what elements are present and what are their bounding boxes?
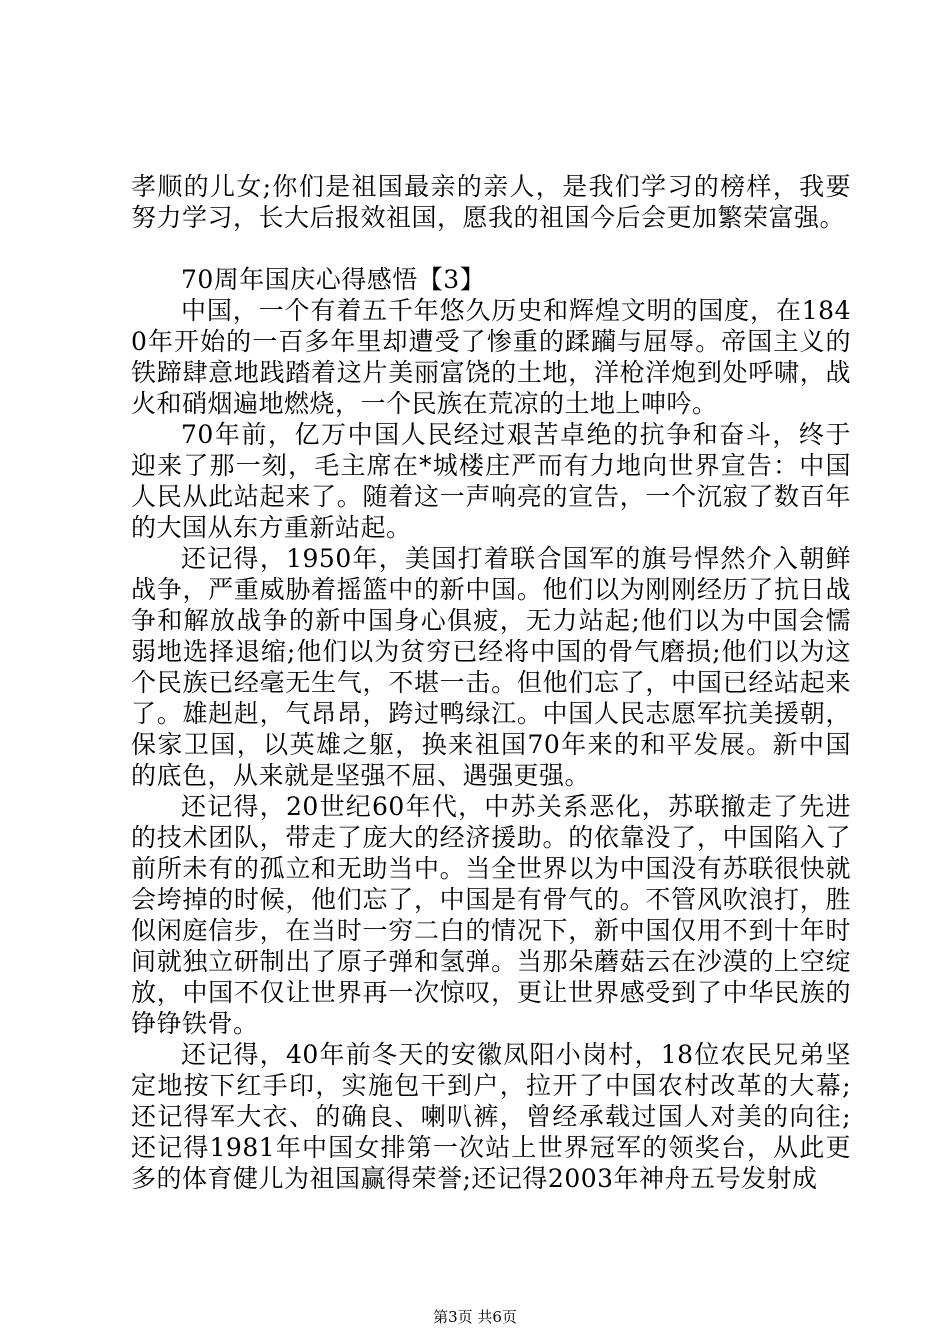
body-paragraph-2: 70年前，亿万中国人民经过艰苦卓绝的抗争和奋斗，终于迎来了那一刻，毛主席在*城楼庄严而有力地向世界宣告：中国人民从此站起来了。随着这一声响亮的宣告，一个沉寂了数百年的大国从东方重新站起。 bbox=[131, 420, 851, 542]
page-footer bbox=[0, 1307, 950, 1327]
paragraph-gap bbox=[131, 233, 851, 264]
intro-paragraph: 孝顺的儿女;你们是祖国最亲的亲人，是我们学习的榜样，我要努力学习，长大后报效祖国，愿我的祖国今后会更加繁荣富强。 bbox=[131, 172, 851, 232]
document-body bbox=[131, 171, 851, 1194]
page-number-indicator: 第3页 共6页 bbox=[433, 1308, 517, 1326]
section-title: 70周年国庆心得感悟【3】 bbox=[181, 265, 486, 294]
body-paragraph-3: 还记得，1950年，美国打着联合国军的旗号悍然介入朝鲜战争，严重威胁着摇篮中的新中国。他们以为刚刚经历了抗日战争和解放战争的新中国身心俱疲，无力站起;他们以为中国会懦弱地选择退缩;他们以为贫穷已经将中国的骨气磨损;他们以为这个民族已经毫无生气，不堪一击。但他们忘了，中国已经站起来了。雄赳赳，气昂昂，跨过鸭绿江。中国人民志愿军抗美援朝，保家卫国，以英雄之躯，换来祖国70年来的和平发展。新中国的底色，从来就是坚强不屈、遇强更强。 bbox=[131, 544, 851, 790]
body-paragraph-1: 中国，一个有着五千年悠久历史和辉煌文明的国度，在1840年开始的一百多年里却遭受了惨重的蹂躏与屈辱。帝国主义的铁蹄肆意地践踏着这片美丽富饶的土地，洋枪洋炮到处呼啸，战火和硝烟遍地燃烧，一个民族在荒凉的土地上呻吟。 bbox=[131, 296, 851, 418]
body-paragraph-5: 还记得，40年前冬天的安徽凤阳小岗村，18位农民兄弟坚定地按下红手印，实施包干到户，拉开了中国农村改革的大幕;还记得军大衣、的确良、喇叭裤，曾经承载过国人对美的向往;还记得1981年中国女排第一次站上世界冠军的领奖台，从此更多的体育健儿为祖国赢得荣誉;还记得2003年神舟五号发射成 bbox=[131, 1040, 851, 1193]
body-paragraph-4: 还记得，20世纪60年代，中苏关系恶化，苏联撤走了先进的技术团队，带走了庞大的经济援助。的依靠没了，中国陷入了前所未有的孤立和无助当中。当全世界以为中国没有苏联很快就会垮掉的时候，他们忘了，中国是有骨气的。不管风吹浪打，胜似闲庭信步，在当时一穷二白的情况下，新中国仅用不到十年时间就独立研制出了原子弹和氢弹。当那朵蘑菇云在沙漠的上空绽放，中国不仅让世界再一次惊叹，更让世界感受到了中华民族的铮铮铁骨。 bbox=[131, 792, 851, 1038]
